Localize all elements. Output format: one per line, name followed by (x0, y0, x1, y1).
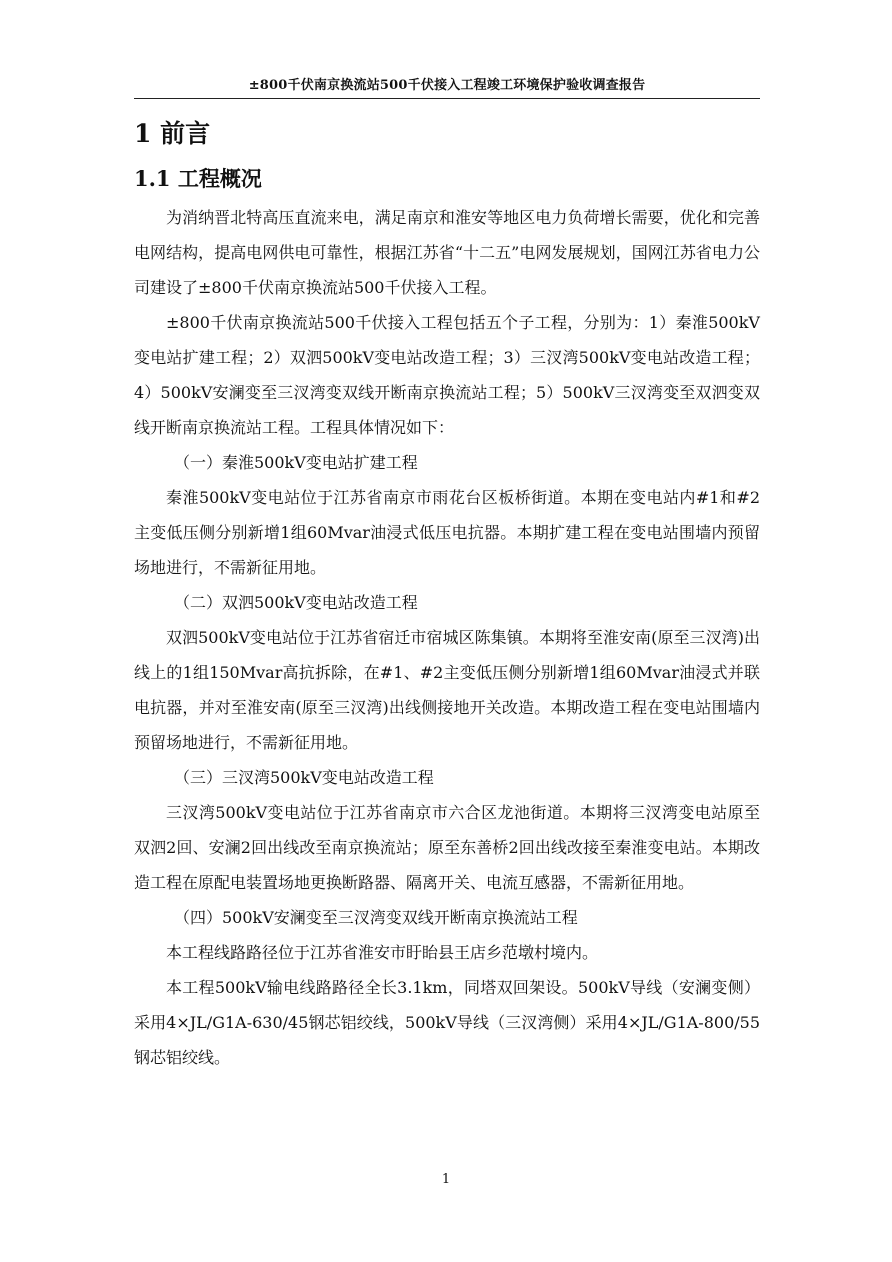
paragraph-subprojects: ±800千伏南京换流站500千伏接入工程包括五个子工程，分别为：1）秦淮500kV变电站扩建工程；2）双泗500kV变电站改造工程；3）三汊湾500kV变电站改造工程；4）500kV安澜变至三汊湾变双线开断南京换流站工程；5）500kV三汊湾变至双泗变双线开断南京换流站工程。工程具体情况如下： (134, 313, 760, 437)
paragraph-conductor: 本工程500kV输电线路路径全长3.1km，同塔双回架设。500kV导线（安澜变侧）采用4×JL/G1A-630/45钢芯铝绞线，500kV导线（三汊湾侧）采用4×JL/G1A-800/55钢芯铝绞线。 (134, 978, 760, 1067)
subheading-anlan-line: （四）500kV安澜变至三汊湾变双线开断南京换流站工程 (174, 908, 578, 927)
page-number: 1 (441, 1172, 451, 1187)
subheading-sanchawan: （三）三汊湾500kV变电站改造工程 (174, 768, 434, 787)
paragraph-shuangsi: 双泗500kV变电站位于江苏省宿迁市宿城区陈集镇。本期将至淮安南(原至三汊湾)出线上的1组150Mvar高抗拆除，在#1、#2主变低压侧分别新增1组60Mvar油浸式并联电抗器，并对至淮安南(原至三汊湾)出线侧接地开关改造。本期改造工程在变电站围墙内预留场地进行，不需新征用地。 (134, 628, 760, 752)
subheading-qinhuai: （一）秦淮500kV变电站扩建工程 (174, 453, 418, 472)
paragraph-sanchawan: 三汊湾500kV变电站位于江苏省南京市六合区龙池街道。本期将三汊湾变电站原至双泗2回、安澜2回出线改至南京换流站；原至东善桥2回出线改接至秦淮变电站。本期改造工程在原配电装置场地更换断路器、隔离开关、电流互感器，不需新征用地。 (134, 803, 760, 892)
paragraph-intro: 为消纳晋北特高压直流来电，满足南京和淮安等地区电力负荷增长需要，优化和完善电网结构，提高电网供电可靠性，根据江苏省“十二五”电网发展规划，国网江苏省电力公司建设了±800千伏南京换流站500千伏接入工程。 (134, 208, 760, 297)
subheading-shuangsi: （二）双泗500kV变电站改造工程 (174, 593, 418, 612)
chapter-heading: 1 前言 (134, 119, 211, 148)
header-divider (134, 98, 760, 99)
body-text (134, 200, 760, 1075)
section-heading: 1.1 工程概况 (134, 166, 262, 191)
paragraph-qinhuai: 秦淮500kV变电站位于江苏省南京市雨花台区板桥街道。本期在变电站内#1和#2主变低压侧分别新增1组60Mvar油浸式低压电抗器。本期扩建工程在变电站围墙内预留场地进行，不需新征用地。 (134, 488, 760, 577)
running-header: ±800千伏南京换流站500千伏接入工程竣工环境保护验收调查报告 (248, 78, 646, 93)
paragraph-route: 本工程线路路径位于江苏省淮安市盱眙县王店乡范墩村境内。 (166, 943, 599, 962)
